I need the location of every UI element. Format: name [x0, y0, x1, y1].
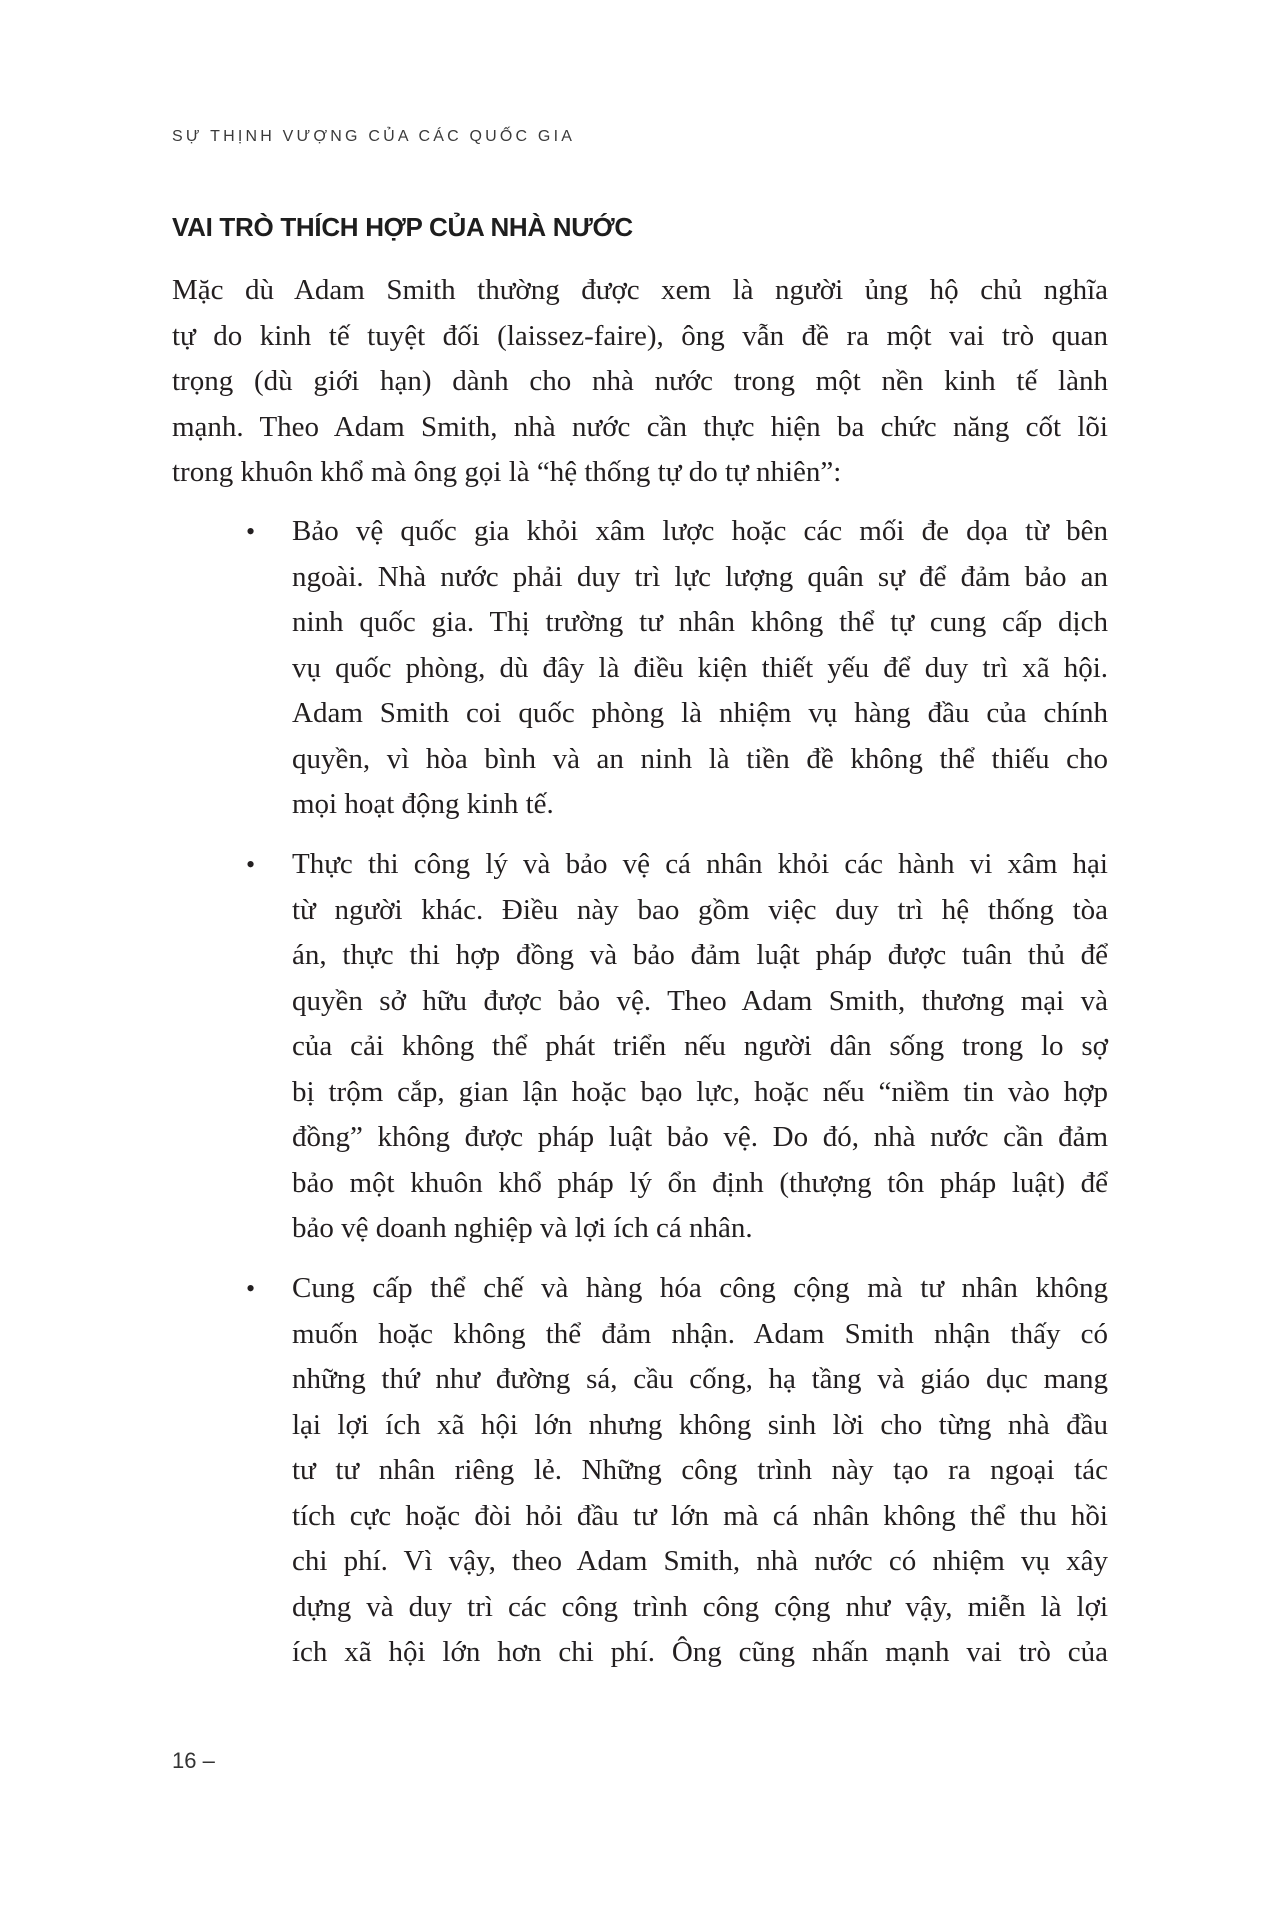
text-line: Cung cấp thể chế và hàng hóa công cộng mà tư nhân không: [292, 1272, 1108, 1304]
text-line: mạnh. Theo Adam Smith, nhà nước cần thực hiện ba chức năng cốt lõi: [172, 410, 1108, 443]
bullet-icon: •: [246, 850, 256, 879]
text-line: ngoài. Nhà nước phải duy trì lực lượng quân sự để đảm bảo an: [292, 560, 1108, 593]
text-line: Bảo vệ quốc gia khỏi xâm lược hoặc các mối đe dọa từ bên: [292, 515, 1108, 547]
text-line: Thực thi công lý và bảo vệ cá nhân khỏi các hành vi xâm hại: [292, 848, 1108, 880]
page-number: 16 –: [172, 1748, 215, 1773]
intro-paragraph: [172, 268, 1108, 496]
text-line: chi phí. Vì vậy, theo Adam Smith, nhà nước có nhiệm vụ xây: [292, 1545, 1108, 1577]
text-line: tự do kinh tế tuyệt đối (laissez-faire), ông vẫn đề ra một vai trò quan: [172, 319, 1108, 352]
text-line: tích cực hoặc đòi hỏi đầu tư lớn mà cá nhân không thể thu hồi: [292, 1499, 1108, 1532]
text-line: bảo vệ doanh nghiệp và lợi ích cá nhân.: [292, 1212, 753, 1244]
bullet-text: [292, 509, 1108, 828]
text-line: của cải không thể phát triển nếu người dân sống trong lo sợ: [292, 1030, 1108, 1062]
text-line: muốn hoặc không thể đảm nhận. Adam Smith nhận thấy có: [292, 1317, 1108, 1350]
text-line: lại lợi ích xã hội lớn nhưng không sinh lời cho từng nhà đầu: [292, 1408, 1108, 1441]
text-line: từ người khác. Điều này bao gồm việc duy trì hệ thống tòa: [292, 893, 1108, 926]
bullet-text: [292, 842, 1108, 1252]
text-line: ninh quốc gia. Thị trường tư nhân không thể tự cung cấp dịch: [292, 606, 1108, 638]
text-line: án, thực thi hợp đồng và bảo đảm luật pháp được tuân thủ để: [292, 939, 1108, 971]
text-line: Mặc dù Adam Smith thường được xem là người ủng hộ chủ nghĩa: [172, 274, 1108, 306]
text-line: mọi hoạt động kinh tế.: [292, 788, 554, 820]
text-line: trong khuôn khổ mà ông gọi là “hệ thống tự do tự nhiên”:: [172, 456, 842, 488]
text-line: ích xã hội lớn hơn chi phí. Ông cũng nhấn mạnh vai trò của: [292, 1636, 1108, 1668]
running-header: SỰ THỊNH VƯỢNG CỦA CÁC QUỐC GIA: [172, 128, 576, 145]
bullet-text: [292, 1266, 1108, 1676]
text-line: bị trộm cắp, gian lận hoặc bạo lực, hoặc nếu “niềm tin vào hợp: [292, 1075, 1108, 1108]
section-title: VAI TRÒ THÍCH HỢP CỦA NHÀ NƯỚC: [172, 212, 633, 242]
text-line: quyền, vì hòa bình và an ninh là tiền đề không thể thiếu cho: [292, 742, 1108, 775]
text-line: những thứ như đường sá, cầu cống, hạ tầng và giáo dục mang: [292, 1363, 1108, 1395]
bullet-icon: •: [246, 1274, 256, 1303]
text-line: dựng và duy trì các công trình công cộng như vậy, miễn là lợi: [292, 1590, 1108, 1623]
text-line: Adam Smith coi quốc phòng là nhiệm vụ hàng đầu của chính: [292, 697, 1108, 729]
text-line: đồng” không được pháp luật bảo vệ. Do đó, nhà nước cần đảm: [292, 1121, 1108, 1153]
text-line: bảo một khuôn khổ pháp lý ổn định (thượng tôn pháp luật) để: [292, 1166, 1108, 1199]
bullet-icon: •: [246, 517, 256, 546]
text-line: quyền sở hữu được bảo vệ. Theo Adam Smith, thương mại và: [292, 984, 1108, 1017]
text-line: tư tư nhân riêng lẻ. Những công trình này tạo ra ngoại tác: [292, 1454, 1108, 1486]
text-line: vụ quốc phòng, dù đây là điều kiện thiết yếu để duy trì xã hội.: [292, 651, 1108, 684]
text-line: trọng (dù giới hạn) dành cho nhà nước trong một nền kinh tế lành: [172, 365, 1108, 397]
